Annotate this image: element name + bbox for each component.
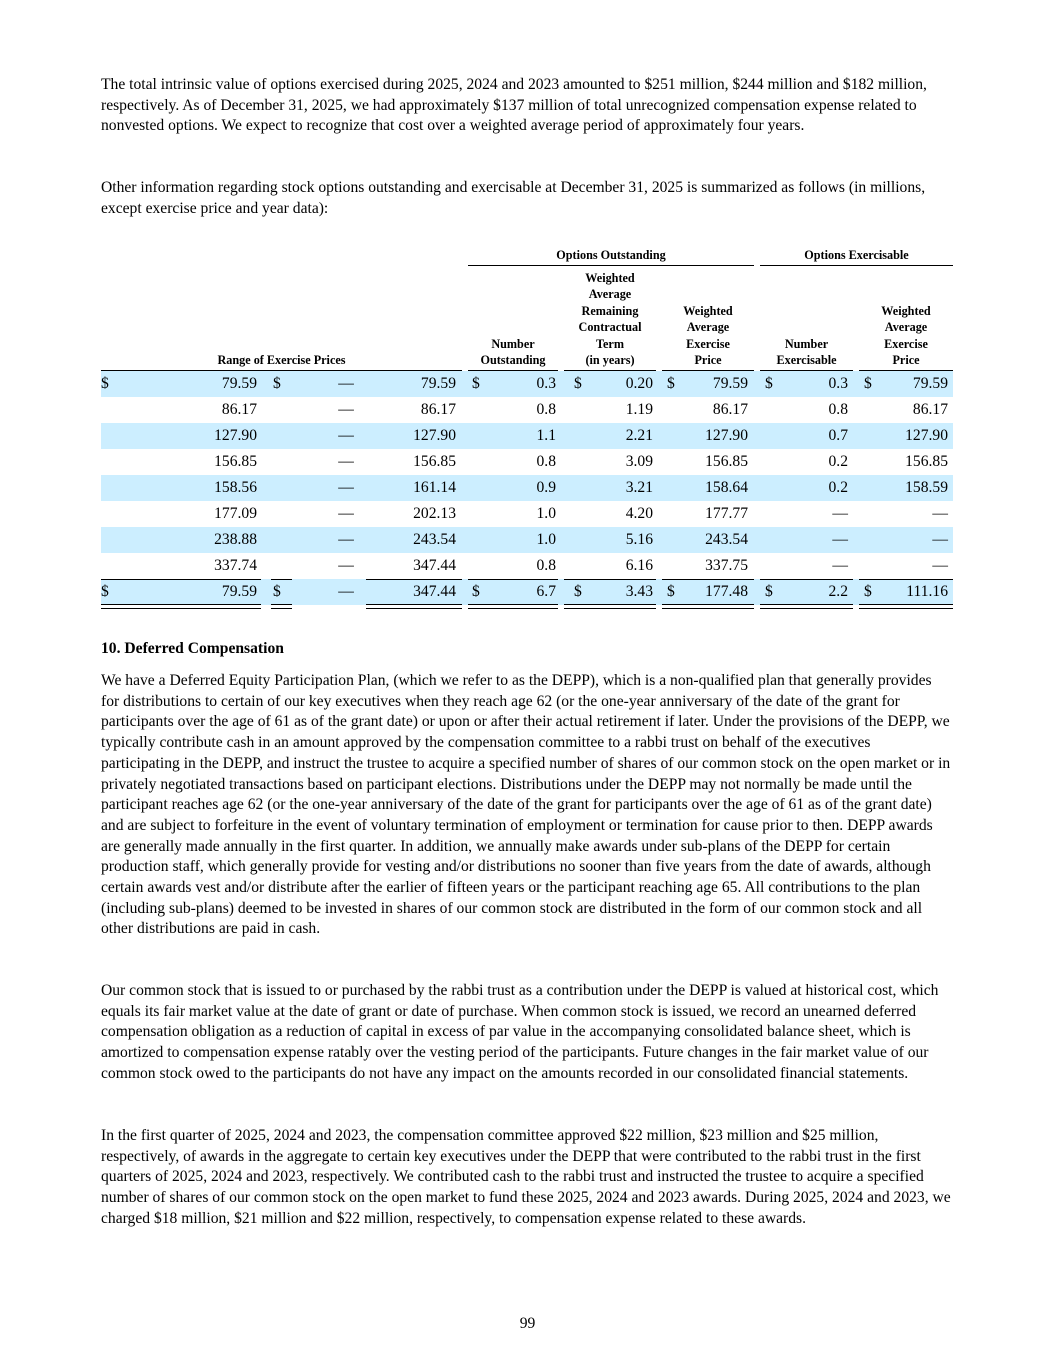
cell-num-out: 0.8 [536, 401, 556, 418]
total-double-underline [271, 604, 292, 609]
page-number: 99 [519, 1315, 536, 1332]
cell-term: 4.20 [625, 505, 653, 522]
cell-num-out: 1.0 [536, 531, 556, 548]
cell-term: 3.09 [625, 453, 653, 470]
cell-wap-out: 86.17 [712, 401, 748, 418]
cell-wap-ex: — [932, 531, 948, 548]
cell-low: 86.17 [221, 401, 257, 418]
cell-wap-out: 158.64 [705, 479, 748, 496]
cell-wap-out: 79.59 [712, 375, 748, 392]
dollar-sign: $ [574, 583, 582, 600]
options-outstanding-header: Options Outstanding [556, 248, 666, 262]
range-separator: — [338, 427, 354, 444]
range-separator: — [338, 557, 354, 574]
cell-term: 0.20 [625, 375, 653, 392]
total-top-rule [271, 579, 292, 580]
total-double-underline [760, 604, 853, 609]
header-line: Number [784, 337, 829, 351]
cell-num-ex: — [832, 531, 848, 548]
cell-wap-out: 177.48 [705, 583, 748, 600]
dollar-sign: $ [765, 375, 773, 392]
number-outstanding-header [468, 336, 558, 369]
dollar-sign: $ [667, 583, 675, 600]
range-separator: — [338, 453, 354, 470]
cell-high: 243.54 [413, 531, 456, 548]
header-line: Number [491, 337, 535, 351]
total-top-rule [101, 579, 261, 580]
header-line: Exercisable [776, 353, 837, 368]
dollar-sign: $ [765, 583, 773, 600]
cell-wap-out: 337.75 [705, 557, 748, 574]
header-line: Weighted [881, 304, 931, 318]
cell-wap-out: 156.85 [705, 453, 748, 470]
cell-low: 158.56 [214, 479, 257, 496]
cell-low: 156.85 [214, 453, 257, 470]
weighted-average-remaining-term-header [564, 270, 656, 368]
total-top-rule [760, 579, 853, 580]
total-top-rule [662, 579, 754, 580]
header-line: Outstanding [480, 353, 546, 368]
header-line: Average [884, 320, 928, 335]
cell-term: 6.16 [625, 557, 653, 574]
total-double-underline [662, 604, 754, 609]
cell-num-ex: — [832, 557, 848, 574]
cell-high: 347.44 [413, 557, 456, 574]
depp-description-paragraph: We have a Deferred Equity Participation Plan, (which we refer to as the DEPP), which is a non-qualified plan that generally provides for distributions to certain of our key executives when they reach age 62 (or the one-year anniversary of the date of the grant for participants over the age of 61 as of the grant date) or upon or after their actual retirement if later. Under the provisions of the DEPP, we typically contribute cash in an amount approved by the compensation committee to a rabbi trust on behalf of the executives participating in the DEPP, and instruct the trustee to acquire a specified number of shares of our common stock on the open market or in privately negotiated transactions based on participant elections. Distributions under the DEPP may not normally be made until the participant reaches age 62 (or the one-year anniversary of the date of the grant for participants over the age of 61 as of the grant date) and are subject to forfeiture in the event of voluntary termination of employment or termination for cause prior to then. DEPP awards are generally made annually in the first quarter. In addition, we annually make awards under sub-plans of the DEPP for certain production staff, which generally provide for vesting and/or distributions no sooner than five years from the date of awards, although certain awards vest and/or distribute after the earlier of fifteen years or the participant reaching age 65. All contributions to the plan (including sub-plans) deemed to be invested in shares of our common stock are distributed in the form of our common stock and all other distributions are paid in cash. [101, 672, 951, 938]
cell-term: 2.21 [625, 427, 653, 444]
cell-high: 202.13 [413, 505, 456, 522]
cell-wap-ex: 158.59 [905, 479, 948, 496]
outstanding-header-rule [468, 265, 754, 266]
cell-num-out: 0.3 [536, 375, 556, 392]
cell-num-ex: 0.7 [828, 427, 848, 444]
header-line: Contractual [578, 320, 642, 335]
total-double-underline [564, 604, 656, 609]
header-line: Average [588, 287, 632, 302]
header-line: Term [596, 336, 624, 351]
cell-high: 127.90 [413, 427, 456, 444]
total-top-rule [366, 579, 462, 580]
number-exercisable-header [760, 336, 853, 369]
table-row [101, 423, 953, 449]
range-separator: — [338, 375, 354, 392]
table-row [101, 449, 953, 475]
cell-low: 238.88 [214, 531, 257, 548]
header-line: Remaining [581, 303, 639, 318]
cell-term: 5.16 [625, 531, 653, 548]
cell-num-ex: 2.2 [828, 583, 848, 600]
range-separator: — [338, 531, 354, 548]
cell-num-ex: — [832, 505, 848, 522]
cell-wap-ex: 156.85 [905, 453, 948, 470]
dollar-sign: $ [273, 375, 281, 392]
dollar-sign: $ [667, 375, 675, 392]
exercisable-header-rule [760, 265, 953, 266]
table-row [101, 553, 953, 579]
total-top-rule [564, 579, 656, 580]
total-double-underline [366, 604, 462, 609]
dollar-sign: $ [472, 375, 480, 392]
cell-low: 127.90 [214, 427, 257, 444]
cell-high: 161.14 [413, 479, 456, 496]
cell-term: 1.19 [625, 401, 653, 418]
total-double-underline [859, 604, 953, 609]
cell-wap-ex: 86.17 [912, 401, 948, 418]
table-row [101, 527, 953, 553]
cell-wap-ex: 111.16 [906, 583, 948, 600]
range-separator: — [338, 401, 354, 418]
header-line: (in years) [585, 353, 635, 368]
weighted-average-price-outstanding-header [662, 303, 754, 369]
cell-num-ex: 0.2 [828, 453, 848, 470]
cell-num-out: 6.7 [536, 583, 556, 600]
dollar-sign: $ [864, 583, 872, 600]
dollar-sign: $ [101, 375, 109, 392]
cell-low: 79.59 [221, 375, 257, 392]
cell-wap-out: 127.90 [705, 427, 748, 444]
cell-wap-out: 177.77 [705, 505, 748, 522]
cell-num-ex: 0.2 [828, 479, 848, 496]
table-row [101, 501, 953, 527]
header-line: Exercise [884, 336, 928, 351]
cell-wap-out: 243.54 [705, 531, 748, 548]
table-intro-paragraph: Other information regarding stock options outstanding and exercisable at December 31, 2025 is summarized as follows (in millions, except exercise price and year data): [101, 179, 926, 217]
header-line: Average [686, 320, 730, 335]
header-line: Price [892, 353, 920, 368]
cell-num-out: 1.0 [536, 505, 556, 522]
cell-num-ex: 0.3 [828, 375, 848, 392]
range-separator: — [338, 505, 354, 522]
total-double-underline [468, 604, 558, 609]
cell-wap-ex: — [932, 505, 948, 522]
cell-num-out: 0.8 [536, 557, 556, 574]
cell-low: 337.74 [214, 557, 257, 574]
cell-low: 79.59 [221, 583, 257, 600]
total-double-underline [101, 604, 261, 609]
weighted-average-price-exercisable-header [859, 303, 953, 369]
dollar-sign: $ [574, 375, 582, 392]
options-table [101, 244, 953, 604]
cell-high: 79.59 [420, 375, 456, 392]
dollar-sign: $ [472, 583, 480, 600]
total-top-rule [468, 579, 558, 580]
cell-num-out: 0.8 [536, 453, 556, 470]
cell-num-out: 0.9 [536, 479, 556, 496]
cell-term: 3.43 [625, 583, 653, 600]
table-total-row [101, 579, 953, 605]
total-top-rule [859, 579, 953, 580]
cell-num-ex: 0.8 [828, 401, 848, 418]
depp-awards-paragraph: In the first quarter of 2025, 2024 and 2023, the compensation committee approved $22 million, $23 million and $25 million, respectively, of awards in the aggregate to certain key executives under the DEPP that were contributed to the rabbi trust in the first quarters of 2025, 2024 and 2023, respectively. We contributed cash to the rabbi trust and instructed the trustee to acquire a specified number of shares of our common stock on the open market to fund these 2025, 2024 and 2023 awards. During 2025, 2024 and 2023, we charged $18 million, $21 million and $22 million, respectively, to compensation expense related to these awards. [101, 1127, 951, 1227]
header-line: Weighted [683, 304, 733, 318]
table-row [101, 397, 953, 423]
range-separator: — [338, 583, 354, 600]
range-of-exercise-prices-header: Range of Exercise Prices [217, 353, 346, 367]
cell-high: 347.44 [413, 583, 456, 600]
table-row [101, 475, 953, 501]
cell-num-out: 1.1 [536, 427, 556, 444]
dollar-sign: $ [273, 583, 281, 600]
section-heading: 10. Deferred Compensation [101, 640, 284, 657]
options-exercisable-header: Options Exercisable [804, 248, 909, 262]
cell-wap-ex: 79.59 [912, 375, 948, 392]
cell-high: 86.17 [420, 401, 456, 418]
dollar-sign: $ [101, 583, 109, 600]
dollar-sign: $ [864, 375, 872, 392]
depp-accounting-paragraph: Our common stock that is issued to or purchased by the rabbi trust as a contribution under the DEPP is valued at historical cost, which equals its fair market value at the date of grant or date of purchase. When common stock is issued, we record an unearned deferred compensation obligation as a reduction of capital in excess of par value in the accompanying consolidated balance sheet, which is amortized to compensation expense ratably over the vesting period of the participants. Future changes in the fair market value of our common stock owed to the participants do not have any impact on the amounts recorded in our consolidated financial statements. [101, 982, 939, 1082]
range-separator: — [338, 479, 354, 496]
cell-wap-ex: — [932, 557, 948, 574]
cell-term: 3.21 [625, 479, 653, 496]
header-line: Price [694, 353, 722, 368]
table-row [101, 371, 953, 397]
cell-wap-ex: 127.90 [905, 427, 948, 444]
intrinsic-value-paragraph: The total intrinsic value of options exercised during 2025, 2024 and 2023 amounted to $251 million, $244 million and $182 million, respectively. As of December 31, 2025, we had approximately $137 million of total unrecognized compensation expense related to nonvested options. We expect to recognize that cost over a weighted average period of approximately four years. [101, 76, 927, 135]
cell-low: 177.09 [214, 505, 257, 522]
header-line: Weighted [585, 271, 635, 285]
cell-high: 156.85 [413, 453, 456, 470]
header-line: Exercise [686, 336, 730, 351]
